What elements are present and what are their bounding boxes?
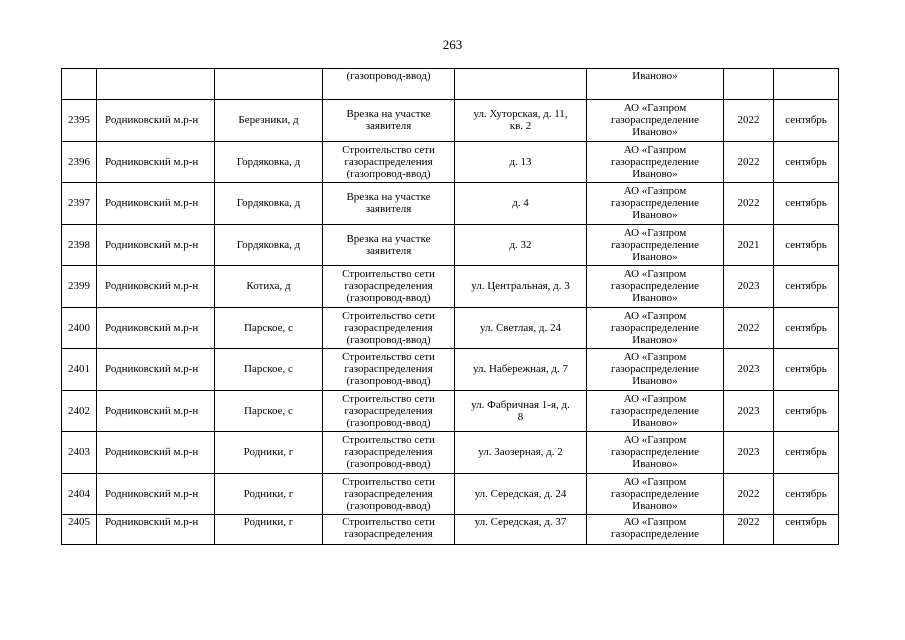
cell-organization [587,183,724,225]
org-line: Иваново» [632,375,678,388]
org-line: газораспределение [610,197,700,210]
work-line: газораспределения [344,321,433,334]
cell-organization [587,141,724,183]
org-line: АО «Газпром [623,102,687,115]
cell-organization [587,432,724,474]
cell-num: 2404 [62,473,97,515]
address-line: кв. 2 [509,120,532,133]
cell-year: 2021 [724,224,774,266]
cell-num: 2398 [62,224,97,266]
org-line: Иваново» [632,126,678,139]
work-line: (газопровод-ввод) [346,292,431,305]
address-line: д. 4 [512,197,529,210]
cell-num: 2400 [62,307,97,349]
work-line: Строительство сети [342,475,435,488]
address-line: д. 32 [509,238,532,251]
cell-address [455,473,587,515]
work-line: Строительство сети [342,516,435,528]
cell-num: 2397 [62,183,97,225]
org-line: АО «Газпром [623,226,687,239]
cell-organization [587,390,724,432]
org-line: Иваново» [632,250,678,263]
cell-address [455,141,587,183]
cell-organization [587,224,724,266]
cell-organization [587,100,724,142]
table-row [62,473,839,515]
org-line: Иваново» [632,70,678,82]
address-line: ул. Середская, д. 37 [474,516,567,528]
cell-address [455,432,587,474]
cell-address [455,349,587,391]
cell-address [455,266,587,308]
cell-year: 2022 [724,515,774,545]
cell-month: сентябрь [774,515,839,545]
table-row [62,307,839,349]
work-line: Врезка на участке [346,108,431,121]
cell-organization [587,69,724,100]
cell-locality: Парское, с [215,349,323,391]
cell-locality [215,69,323,100]
work-line: Строительство сети [342,434,435,447]
cell-work [323,432,455,474]
cell-organization [587,349,724,391]
cell-work [323,473,455,515]
org-line: Иваново» [632,499,678,512]
org-line: АО «Газпром [623,516,687,528]
cell-work [323,307,455,349]
org-line: Иваново» [632,416,678,429]
cell-month: сентябрь [774,183,839,225]
cell-address [455,183,587,225]
cell-work [323,224,455,266]
org-line: Иваново» [632,292,678,305]
work-line: (газопровод-ввод) [346,375,431,388]
cell-month: сентябрь [774,432,839,474]
org-line: АО «Газпром [623,351,687,364]
org-line: газораспределение [610,363,700,376]
org-line: АО «Газпром [623,268,687,281]
cell-district: Родниковский м.р-н [97,349,215,391]
cell-year: 2022 [724,100,774,142]
org-line: АО «Газпром [623,143,687,156]
work-line: заявителя [365,244,412,257]
cell-locality: Гордяковка, д [215,183,323,225]
address-line: ул. Середская, д. 24 [474,487,567,500]
org-line: АО «Газпром [623,434,687,447]
table-row [62,141,839,183]
org-line: газораспределение [610,404,700,417]
org-line: газораспределение [610,114,700,127]
cell-month: сентябрь [774,390,839,432]
cell-district: Родниковский м.р-н [97,224,215,266]
work-line: Строительство сети [342,392,435,405]
org-line: газораспределение [610,487,700,500]
table-row [62,515,839,545]
cell-month: сентябрь [774,224,839,266]
cell-num [62,69,97,100]
work-line: газораспределения [344,446,433,459]
address-line: д. 13 [509,155,532,168]
cell-year: 2022 [724,307,774,349]
cell-district: Родниковский м.р-н [97,473,215,515]
cell-work [323,183,455,225]
org-line: Иваново» [632,333,678,346]
address-line: 8 [517,410,524,423]
cell-num: 2401 [62,349,97,391]
cell-district: Родниковский м.р-н [97,515,215,545]
work-line: газораспределения [344,487,433,500]
cell-locality: Родники, г [215,473,323,515]
table-row [62,100,839,142]
cell-district: Родниковский м.р-н [97,183,215,225]
address-line: ул. Заозерная, д. 2 [478,446,563,459]
cell-work [323,349,455,391]
work-line: газораспределения [344,404,433,417]
table-row [62,390,839,432]
org-line: газораспределение [610,280,700,293]
work-line: газораспределения [344,363,433,376]
work-line: Врезка на участке [346,232,431,245]
work-line: Строительство сети [342,351,435,364]
cell-work [323,69,455,100]
work-line: газораспределения [344,528,433,540]
org-line: Иваново» [632,209,678,222]
cell-address [455,224,587,266]
table-row [62,266,839,308]
address-line: ул. Фабричная 1-я, д. [471,398,570,411]
address-line: ул. Центральная, д. 3 [471,280,570,293]
cell-month: сентябрь [774,266,839,308]
cell-month: сентябрь [774,349,839,391]
table-row [62,183,839,225]
cell-district: Родниковский м.р-н [97,100,215,142]
cell-district [97,69,215,100]
work-line: (газопровод-ввод) [346,167,431,180]
cell-address [455,307,587,349]
table-row [62,224,839,266]
address-line: ул. Хуторская, д. 11, [473,108,568,121]
cell-year: 2022 [724,183,774,225]
org-line: газораспределение [610,155,700,168]
cell-district: Родниковский м.р-н [97,307,215,349]
address-line: ул. Светлая, д. 24 [480,321,561,334]
work-line: Строительство сети [342,268,435,281]
org-line: АО «Газпром [623,392,687,405]
cell-num: 2396 [62,141,97,183]
cell-month: сентябрь [774,141,839,183]
work-line: заявителя [365,120,412,133]
work-line: заявителя [365,203,412,216]
work-line: газораспределения [344,280,433,293]
org-line: газораспределение [610,238,700,251]
cell-address [455,69,587,100]
org-line: Иваново» [632,167,678,180]
work-line: (газопровод-ввод) [346,458,431,471]
cell-work [323,390,455,432]
cell-address [455,100,587,142]
cell-address [455,390,587,432]
cell-work [323,100,455,142]
org-line: АО «Газпром [623,309,687,322]
cell-num: 2395 [62,100,97,142]
cell-month: сентябрь [774,100,839,142]
cell-locality: Гордяковка, д [215,141,323,183]
work-line: (газопровод-ввод) [346,416,431,429]
cell-locality: Родники, г [215,515,323,545]
work-line: (газопровод-ввод) [346,333,431,346]
org-line: Иваново» [632,458,678,471]
cell-locality: Березники, д [215,100,323,142]
cell-num: 2405 [62,515,97,545]
cell-work [323,515,455,545]
cell-organization [587,266,724,308]
work-line: Строительство сети [342,143,435,156]
table-row [62,432,839,474]
continuation-row [62,69,839,100]
cell-district: Родниковский м.р-н [97,390,215,432]
cell-year: 2023 [724,432,774,474]
cell-year [724,69,774,100]
work-line: (газопровод-ввод) [346,499,431,512]
cell-address [455,515,587,545]
cell-year: 2023 [724,266,774,308]
cell-district: Родниковский м.р-н [97,141,215,183]
work-line: Врезка на участке [346,191,431,204]
cell-num: 2402 [62,390,97,432]
work-line: газораспределения [344,155,433,168]
cell-year: 2022 [724,141,774,183]
cell-district: Родниковский м.р-н [97,432,215,474]
address-line: ул. Набережная, д. 7 [472,363,569,376]
table-row [62,349,839,391]
cell-organization [587,307,724,349]
cell-district: Родниковский м.р-н [97,266,215,308]
cell-locality: Парское, с [215,390,323,432]
cell-year: 2023 [724,390,774,432]
cell-num: 2403 [62,432,97,474]
cell-locality: Родники, г [215,432,323,474]
cell-year: 2023 [724,349,774,391]
org-line: АО «Газпром [623,185,687,198]
org-line: газораспределение [610,446,700,459]
cell-locality: Гордяковка, д [215,224,323,266]
cell-year: 2022 [724,473,774,515]
cell-work [323,266,455,308]
cell-num: 2399 [62,266,97,308]
org-line: АО «Газпром [623,475,687,488]
work-line: (газопровод-ввод) [346,70,431,82]
cell-locality: Парское, с [215,307,323,349]
gasification-schedule-table [61,68,839,545]
cell-month [774,69,839,100]
page-number: 263 [442,37,463,52]
cell-month: сентябрь [774,307,839,349]
org-line: газораспределение [610,321,700,334]
cell-organization [587,473,724,515]
cell-organization [587,515,724,545]
org-line: газораспределение [610,528,700,540]
work-line: Строительство сети [342,309,435,322]
cell-month: сентябрь [774,473,839,515]
cell-locality: Котиха, д [215,266,323,308]
cell-work [323,141,455,183]
